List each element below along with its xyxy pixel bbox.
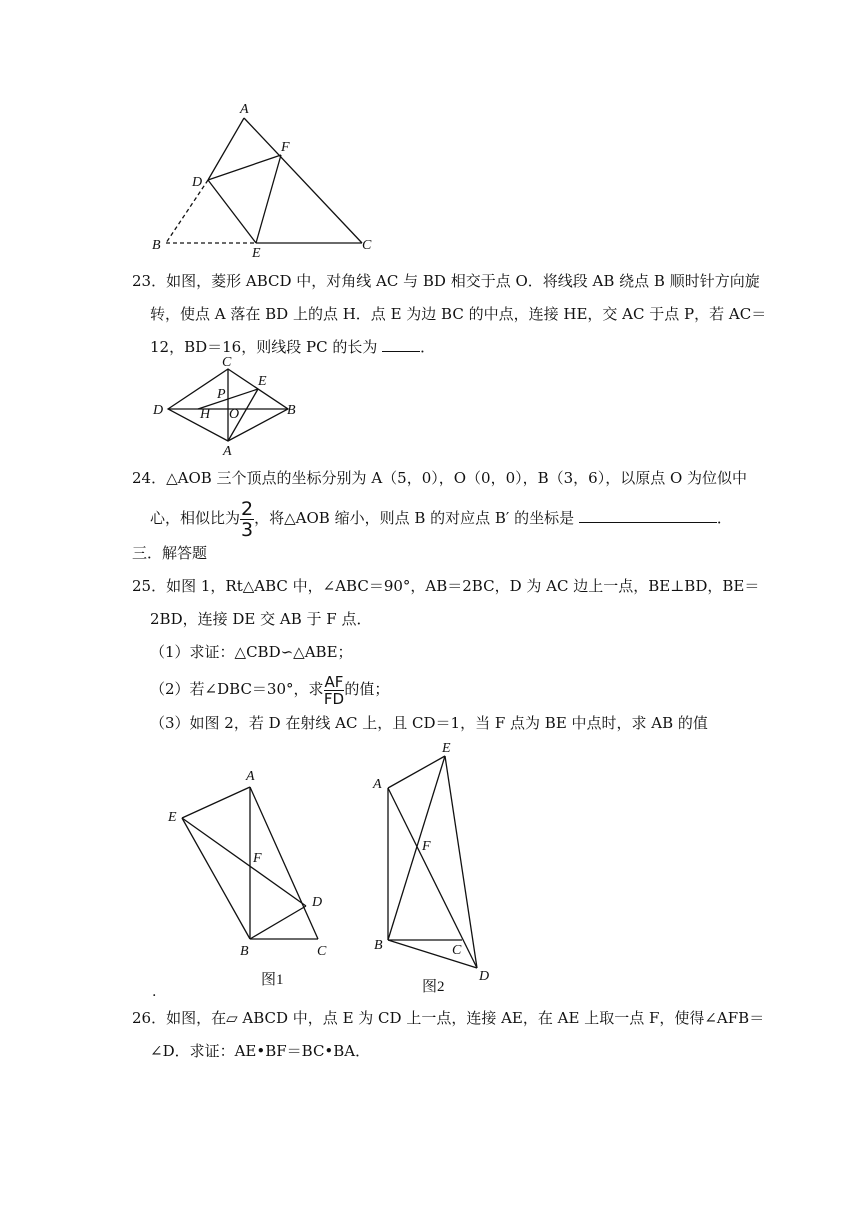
figure-25-2 — [360, 736, 510, 1001]
label-d: D — [192, 175, 203, 190]
question-24 — [132, 463, 748, 541]
ratio-fraction: $\frac{2}{3}$ — [241, 497, 254, 541]
label-f: F — [253, 851, 262, 866]
segment-ed — [182, 818, 306, 906]
q23-line-3: 12，BD＝16，则线段 PC 的长为 ． — [150, 338, 436, 356]
answer-blank-23[interactable] — [382, 351, 420, 352]
trailing-dot: . — [152, 984, 157, 1000]
segment-ad — [208, 118, 244, 180]
q25-part-1: （1）求证：△CBD∽△ABE； — [150, 643, 353, 661]
label-a: A — [223, 444, 232, 456]
segment-df — [208, 155, 281, 180]
segment-bd — [388, 940, 477, 968]
label-a: A — [246, 769, 255, 784]
label-f: F — [281, 140, 290, 155]
label-b: B — [240, 944, 249, 959]
label-d: D — [153, 403, 164, 418]
label-a: A — [240, 102, 249, 117]
label-b: B — [152, 238, 161, 253]
label-o: O — [229, 407, 240, 422]
q26-line-1: 26．如图，在▱ ABCD 中，点 E 为 CD 上一点，连接 AE，在 AE 上取一点 F，使得∠AFB＝ — [132, 1009, 765, 1027]
q25-line-1: 25．如图 1，Rt△ABC 中，∠ABC＝90°，AB＝2BC，D 为 AC 边上一点，BE⊥BD，BE＝ — [132, 577, 760, 595]
segment-de — [208, 180, 256, 243]
label-e: E — [442, 741, 451, 756]
q24-line-1: 24．△AOB 三个顶点的坐标分别为 A（5，0），O（0，0），B（3，6），以原点 O 为位似中 — [132, 469, 748, 487]
segment-eb — [182, 818, 250, 939]
q25-part-3: （3）如图 2，若 D 在射线 AC 上，且 CD＝1，当 F 点为 BE 中点时，求 AB 的值 — [150, 714, 708, 732]
q25-line-2: 2BD，连接 DE 交 AB 于 F 点． — [150, 610, 372, 628]
section-heading — [132, 538, 732, 571]
label-f: F — [422, 839, 431, 854]
label-e: E — [252, 246, 261, 260]
label-b: B — [374, 938, 383, 953]
q24-line-2: 心，相似比为 $\frac{2}{3}$ ，将△AOB 缩小，则点 B 的对应点 B′ 的坐标是 ． — [150, 497, 732, 541]
q26-line-2: ∠D．求证：AE•BF＝BC•BA． — [150, 1042, 371, 1060]
caption-fig2: 图2 — [422, 979, 445, 995]
question-25 — [132, 571, 760, 741]
section-3-title: 三．解答题 — [132, 544, 208, 562]
q25-part-2: （2）若∠DBC＝30°，求 $\frac{AF}{FD}$ 的值； — [150, 672, 390, 708]
label-b: B — [287, 403, 296, 418]
label-c: C — [452, 943, 462, 958]
answer-blank-24[interactable] — [579, 522, 717, 523]
label-p: P — [217, 387, 226, 402]
q23-line-2: 转，使点 A 落在 BD 上的点 H．点 E 为边 BC 的中点，连接 HE，交 AC 于点 P，若 AC＝ — [150, 305, 767, 323]
segment-ea — [182, 787, 250, 818]
q23-line-1: 23．如图，菱形 ABCD 中，对角线 AC 与 BD 相交于点 O．将线段 AB 绕点 B 顺时针方向旋 — [132, 272, 760, 290]
label-d: D — [479, 969, 490, 984]
segment-fe — [256, 155, 281, 243]
question-23 — [132, 266, 767, 365]
figure-rhombus — [145, 356, 315, 456]
figure-triangle-fold — [140, 100, 400, 260]
label-c: C — [362, 238, 372, 253]
label-d: D — [312, 895, 323, 910]
label-e: E — [168, 810, 177, 825]
label-h: H — [200, 407, 211, 422]
caption-fig1: 图1 — [261, 972, 284, 988]
label-c: C — [222, 356, 232, 370]
label-e: E — [258, 374, 267, 389]
question-26 — [132, 1003, 765, 1069]
label-c: C — [317, 944, 327, 959]
figure-25-1 — [160, 764, 340, 994]
segment-bd — [250, 906, 306, 939]
af-fd-fraction: $\frac{AF}{FD}$ — [323, 672, 345, 708]
label-a: A — [373, 777, 382, 792]
